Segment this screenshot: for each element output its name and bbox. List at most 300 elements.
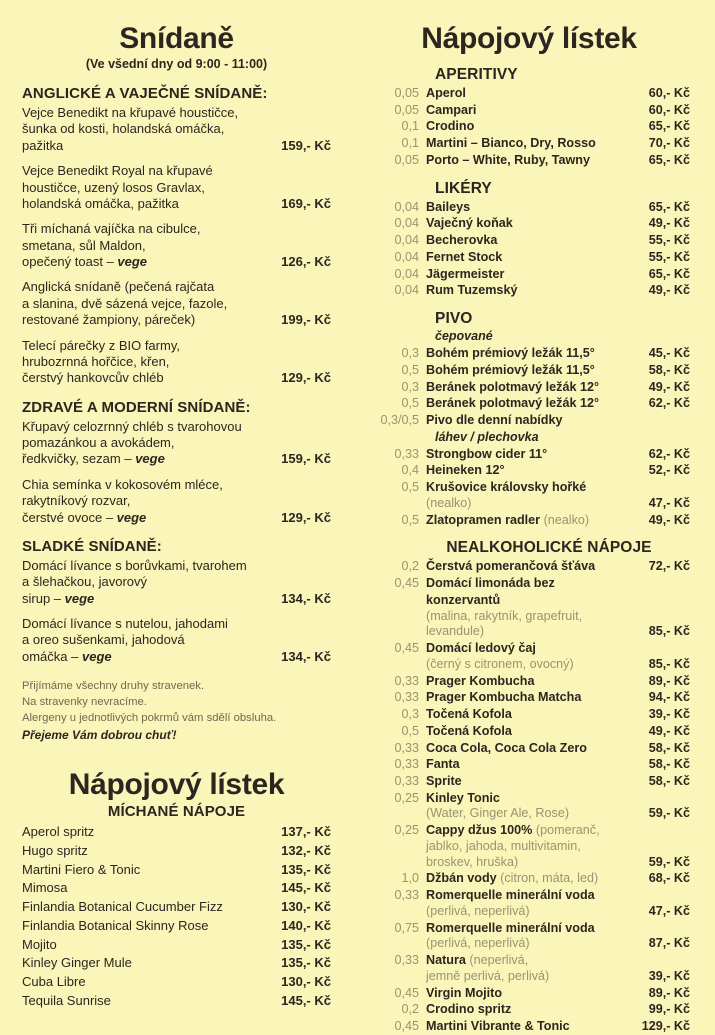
drink-row-continuation bbox=[368, 903, 690, 920]
drink-detail-text: levandule) bbox=[426, 624, 485, 639]
breakfast-hours: (Ve všední dny od 9:00 - 11:00) bbox=[85, 57, 268, 71]
vege-label: vege bbox=[116, 509, 147, 525]
drink-volume: 0,75 bbox=[394, 920, 419, 935]
menu-item-price: 159,- Kč bbox=[281, 451, 331, 467]
menu-item bbox=[22, 221, 331, 270]
drink-row bbox=[368, 135, 690, 152]
drink-price: 62,- Kč bbox=[648, 396, 690, 411]
cocktail-row bbox=[22, 898, 331, 917]
menu-item-name: ředkvičky, sezam – vege bbox=[22, 451, 165, 467]
vege-label: vege bbox=[64, 590, 95, 606]
cocktail-price: 145,- Kč bbox=[281, 880, 331, 896]
drink-row bbox=[368, 1018, 690, 1035]
drink-name: Porto – White, Ruby, Tawny bbox=[426, 152, 590, 167]
drink-name: Crodino bbox=[426, 119, 475, 134]
menu-item-name: a slanina, dvě sázená vejce, fazole, bbox=[22, 295, 228, 311]
drink-name: Vaječný koňak bbox=[426, 216, 513, 231]
cocktail-price: 137,- Kč bbox=[281, 824, 331, 840]
menu-item-name: Telecí párečky z BIO farmy, bbox=[22, 337, 180, 353]
menu-item-name: Tři míchaná vajíčka na cibulce, bbox=[22, 221, 201, 237]
cocktail-price: 145,- Kč bbox=[281, 992, 331, 1008]
drink-name-detail bbox=[426, 805, 628, 822]
menu-item-name: pomazánkou a avokádem, bbox=[22, 435, 175, 450]
drink-volume: 0,3 bbox=[401, 707, 419, 722]
drink-price: 59,- Kč bbox=[648, 854, 690, 869]
menu-item-name: čerstvý hankovcův chléb bbox=[22, 370, 164, 386]
drink-row bbox=[368, 479, 690, 496]
drink-volume: 0,5 bbox=[401, 480, 419, 495]
bon-appetit-note: Přejeme Vám dobrou chuť! bbox=[22, 728, 177, 743]
menu-item-line bbox=[22, 338, 331, 354]
drink-name: Zlatopramen radler (nealko) bbox=[426, 512, 590, 527]
menu-item-line bbox=[22, 238, 331, 254]
cocktail-price: 135,- Kč bbox=[281, 955, 331, 971]
menu-item bbox=[22, 163, 331, 212]
drink-price: 65,- Kč bbox=[648, 266, 690, 281]
menu-item-name: rakytníkový rozvar, bbox=[22, 493, 131, 509]
drink-detail-text: (nealko) bbox=[426, 495, 472, 510]
menu-item-name: Anglická snídaně (pečená rajčata bbox=[22, 279, 215, 295]
menu-item bbox=[22, 105, 331, 154]
drink-detail-text: (perlivá, neperlivá) bbox=[426, 936, 530, 951]
drink-row bbox=[368, 282, 690, 299]
menu-item-line bbox=[22, 254, 331, 270]
menu-item-name: Křupavý celozrnný chléb s tvarohovou bbox=[22, 418, 242, 434]
menu-item-line bbox=[22, 105, 331, 121]
menu-item-line bbox=[22, 477, 331, 493]
drink-price: 52,- Kč bbox=[648, 463, 690, 478]
menu-item-line bbox=[22, 419, 331, 435]
drink-volume: 0,5 bbox=[401, 512, 419, 527]
drink-name-detail bbox=[426, 656, 628, 673]
cocktail-price: 135,- Kč bbox=[281, 861, 331, 877]
section-heading: LIKÉRY bbox=[435, 179, 492, 197]
menu-item-name: smetana, sůl Maldon, bbox=[22, 237, 146, 253]
drink-row bbox=[368, 249, 690, 266]
drink-volume: 0,05 bbox=[394, 102, 419, 117]
drink-volume: 0,25 bbox=[394, 790, 419, 805]
drink-name-detail bbox=[426, 854, 628, 871]
drink-price: 47,- Kč bbox=[648, 495, 690, 510]
drink-volume: 0,33 bbox=[394, 757, 419, 772]
menu-item bbox=[22, 477, 331, 526]
menu-item-line bbox=[22, 574, 331, 590]
menu-item bbox=[22, 558, 331, 607]
drink-price: 85,- Kč bbox=[648, 624, 690, 639]
section-subheading: čepované bbox=[435, 329, 493, 344]
drink-detail-text: (malina, rakytník, grapefruit, bbox=[426, 608, 583, 623]
drink-volume: 0,45 bbox=[394, 985, 419, 1000]
menu-item-line bbox=[22, 312, 331, 328]
drink-row bbox=[368, 689, 690, 706]
breakfast-sections bbox=[22, 85, 331, 665]
drink-row bbox=[368, 345, 690, 362]
drink-name: Virgin Mojito bbox=[426, 985, 503, 1000]
cocktail-name: Mimosa bbox=[22, 880, 68, 896]
menu-item bbox=[22, 279, 331, 328]
drink-row bbox=[368, 985, 690, 1002]
drink-row bbox=[368, 379, 690, 396]
drink-row bbox=[368, 85, 690, 102]
drink-row bbox=[368, 822, 690, 839]
drink-volume: 0,05 bbox=[394, 152, 419, 167]
drink-price: 55,- Kč bbox=[648, 249, 690, 264]
drink-name: Bohém prémiový ležák 11,5° bbox=[426, 362, 595, 377]
menu-item-price: 169,- Kč bbox=[281, 195, 331, 211]
menu-item-line bbox=[22, 354, 331, 370]
cocktail-row bbox=[22, 823, 331, 842]
drink-row bbox=[368, 790, 690, 807]
drink-volume: 0,25 bbox=[394, 823, 419, 838]
drink-row-continuation bbox=[368, 656, 690, 673]
drink-name: Martini – Bianco, Dry, Rosso bbox=[426, 136, 596, 151]
drink-price: 87,- Kč bbox=[648, 936, 690, 951]
drink-row bbox=[368, 706, 690, 723]
section-heading: NEALKOHOLICKÉ NÁPOJE bbox=[446, 539, 652, 557]
menu-item-name: omáčka – vege bbox=[22, 648, 112, 664]
menu-item bbox=[22, 616, 331, 665]
menu-item-line bbox=[22, 296, 331, 312]
drink-name: Točená Kofola bbox=[426, 707, 512, 722]
menu-item-price: 199,- Kč bbox=[281, 312, 331, 328]
drink-volume: 0,04 bbox=[394, 266, 419, 281]
drink-name-detail: (citron, máta, led) bbox=[496, 871, 599, 886]
drink-price: 58,- Kč bbox=[648, 362, 690, 377]
cocktail-name: Cuba Libre bbox=[22, 974, 86, 989]
drink-name: Domácí limonáda bez konzervantů bbox=[426, 576, 555, 607]
drink-volume: 0,2 bbox=[401, 1002, 419, 1017]
drink-row bbox=[368, 1001, 690, 1018]
vege-label: vege bbox=[135, 451, 165, 467]
menu-item-line bbox=[22, 493, 331, 509]
menu-item bbox=[22, 338, 331, 387]
cocktail-price: 132,- Kč bbox=[281, 842, 331, 858]
drink-volume: 0,45 bbox=[394, 641, 419, 656]
drink-name-detail: (pomeranč, bbox=[532, 823, 600, 838]
drink-detail-text: jemně perlivá, perlivá) bbox=[426, 968, 550, 983]
drink-name: Domácí ledový čaj bbox=[426, 641, 536, 656]
menu-item-line bbox=[22, 370, 331, 386]
right-column bbox=[360, 0, 715, 1033]
cocktail-row bbox=[22, 954, 331, 973]
drink-volume: 0,05 bbox=[394, 86, 419, 100]
menu-item-price: 126,- Kč bbox=[281, 254, 331, 269]
drink-price: 55,- Kč bbox=[648, 233, 690, 248]
cocktail-row bbox=[22, 879, 331, 898]
drink-detail-text: broskev, hruška) bbox=[426, 854, 519, 869]
drink-name-detail bbox=[426, 935, 628, 952]
drink-name: Cappy džus 100% (pomeranč, bbox=[426, 823, 600, 838]
drink-row-continuation bbox=[368, 495, 690, 512]
drink-row bbox=[368, 920, 690, 937]
drink-volume: 0,33 bbox=[394, 888, 419, 903]
drink-volume: 0,33 bbox=[394, 740, 419, 755]
cocktail-name: Tequila Sunrise bbox=[22, 992, 111, 1008]
menu-item-name: holandská omáčka, pažitka bbox=[22, 195, 179, 211]
drink-name: Natura (neperlivá, bbox=[426, 953, 529, 968]
drink-volume: 0,04 bbox=[394, 199, 419, 214]
drink-name: Romerquelle minerální voda bbox=[426, 920, 595, 935]
drink-name: Coca Cola, Coca Cola Zero bbox=[426, 740, 587, 755]
cocktail-name: Aperol spritz bbox=[22, 824, 95, 840]
menu-item-line bbox=[22, 451, 331, 467]
footer-note: Na stravenky nevracíme. bbox=[22, 696, 147, 709]
menu-item-line bbox=[22, 180, 331, 196]
drink-price: 47,- Kč bbox=[648, 903, 690, 918]
drink-name: Kinley Tonic bbox=[426, 790, 500, 805]
drink-price: 72,- Kč bbox=[648, 559, 690, 574]
drink-row bbox=[368, 232, 690, 249]
drink-name: Džbán vody (citron, máta, led) bbox=[426, 871, 599, 886]
drink-row bbox=[368, 723, 690, 740]
cocktail-row bbox=[22, 992, 331, 1011]
drink-row-continuation bbox=[368, 805, 690, 822]
drink-row bbox=[368, 673, 690, 690]
drink-row bbox=[368, 118, 690, 135]
cocktail-row bbox=[22, 973, 331, 992]
menu-item-name: šunka od kosti, holandská omáčka, bbox=[22, 121, 225, 137]
menu-item-name: pažitka bbox=[22, 137, 64, 153]
drink-name: Aperol bbox=[426, 86, 466, 100]
drink-name: Fanta bbox=[426, 757, 460, 772]
drink-name: Campari bbox=[426, 102, 477, 117]
drink-name: Prager Kombucha Matcha bbox=[426, 690, 582, 705]
drink-detail-text: (Water, Ginger Ale, Rose) bbox=[426, 806, 570, 821]
drink-name-detail: (nealko) bbox=[540, 512, 590, 527]
section-heading: SLADKÉ SNÍDANĚ: bbox=[22, 537, 162, 555]
section-heading: ZDRAVÉ A MODERNÍ SNÍDANĚ: bbox=[22, 398, 251, 416]
drink-detail-text: jablko, jahoda, multivitamin, bbox=[426, 838, 581, 853]
menu-item-name: Vejce Benedikt na křupavé houstičce, bbox=[22, 105, 239, 120]
drink-volume: 0,3/0,5 bbox=[380, 413, 419, 428]
drink-volume: 0,04 bbox=[394, 216, 419, 231]
drink-price: 58,- Kč bbox=[648, 773, 690, 788]
menu-item-line bbox=[22, 221, 331, 237]
drink-price: 89,- Kč bbox=[648, 985, 690, 1000]
drink-volume: 0,45 bbox=[394, 1018, 419, 1033]
menu-item-name: opečený toast – vege bbox=[22, 254, 148, 269]
drink-row bbox=[368, 266, 690, 283]
cocktails-heading: MÍCHANÉ NÁPOJE bbox=[107, 803, 246, 821]
footer-note: Alergeny u jednotlivých pokrmů vám sdělí obsluha. bbox=[22, 712, 277, 725]
drink-name: Bohém prémiový ležák 11,5° bbox=[426, 346, 595, 361]
menu-item-name: a šlehačkou, javorový bbox=[22, 574, 148, 590]
menu-item-name: Chia semínka v kokosovém mléce, bbox=[22, 476, 223, 492]
drink-volume: 1,0 bbox=[401, 871, 419, 886]
drink-sections bbox=[368, 66, 690, 1035]
drink-name: Jägermeister bbox=[426, 266, 505, 281]
drink-price: 49,- Kč bbox=[648, 723, 690, 738]
menu-item-name: sirup – vege bbox=[22, 590, 95, 606]
drink-volume: 0,4 bbox=[401, 463, 419, 478]
menu-item-price: 159,- Kč bbox=[281, 137, 331, 153]
menu-item-name: Domácí lívance s borůvkami, tvarohem bbox=[22, 557, 247, 573]
drink-volume: 0,33 bbox=[394, 773, 419, 788]
drink-row bbox=[368, 740, 690, 757]
drink-row bbox=[368, 102, 690, 119]
drink-name: Romerquelle minerální voda bbox=[426, 888, 595, 903]
menu-item-line bbox=[22, 138, 331, 154]
menu-item-name: restované žampiony, páreček) bbox=[22, 312, 196, 328]
cocktail-name: Martini Fiero & Tonic bbox=[22, 861, 141, 877]
drink-name: Martini Vibrante & Tonic bbox=[426, 1018, 570, 1033]
drink-name: Becherovka bbox=[426, 233, 498, 248]
drink-name: Točená Kofola bbox=[426, 723, 512, 738]
menu-item-line bbox=[22, 558, 331, 574]
drink-name: Beránek polotmavý ležák 12° bbox=[426, 396, 600, 411]
drink-volume: 0,45 bbox=[394, 576, 419, 591]
drink-volume: 0,5 bbox=[401, 723, 419, 738]
cocktail-price: 130,- Kč bbox=[281, 899, 331, 915]
drink-row bbox=[368, 887, 690, 904]
drink-row bbox=[368, 773, 690, 790]
menu-item-name: houstičce, uzený losos Gravlax, bbox=[22, 179, 205, 195]
cocktail-price: 135,- Kč bbox=[281, 936, 331, 952]
cocktail-name: Mojito bbox=[22, 936, 57, 952]
drink-name-detail bbox=[426, 623, 628, 640]
menu-item-name: čerstvé ovoce – vege bbox=[22, 509, 147, 525]
drink-volume: 0,33 bbox=[394, 690, 419, 705]
menu-item-name: Domácí lívance s nutelou, jahodami bbox=[22, 616, 228, 631]
drink-row bbox=[368, 462, 690, 479]
drink-name: Baileys bbox=[426, 199, 471, 214]
drink-price: 60,- Kč bbox=[648, 86, 690, 100]
drink-price: 60,- Kč bbox=[648, 102, 690, 117]
cocktail-name: Hugo spritz bbox=[22, 842, 88, 858]
drink-price: 62,- Kč bbox=[648, 446, 690, 461]
cocktails-list bbox=[22, 823, 331, 1010]
footer-note: Přijímáme všechny druhy stravenek. bbox=[22, 680, 205, 693]
menu-item-line bbox=[22, 510, 331, 526]
drink-row-continuation bbox=[368, 935, 690, 952]
drink-row bbox=[368, 558, 690, 575]
drink-price: 89,- Kč bbox=[648, 673, 690, 688]
menu-item-line bbox=[22, 616, 331, 632]
footer-notes bbox=[22, 678, 331, 744]
drink-volume: 0,1 bbox=[401, 119, 419, 134]
drink-price: 94,- Kč bbox=[648, 690, 690, 705]
cocktail-row bbox=[22, 917, 331, 936]
drink-row bbox=[368, 446, 690, 463]
drink-volume: 0,3 bbox=[401, 346, 419, 361]
drink-price: 65,- Kč bbox=[648, 152, 690, 167]
section-subheading: láhev / plechovka bbox=[435, 429, 539, 444]
drinks-title-right: Nápojový lístek bbox=[421, 22, 637, 55]
drink-volume: 0,33 bbox=[394, 446, 419, 461]
menu-item-line bbox=[22, 649, 331, 665]
menu-item-price: 134,- Kč bbox=[281, 648, 331, 664]
menu-item-price: 129,- Kč bbox=[281, 509, 331, 525]
drink-name: Sprite bbox=[426, 773, 462, 788]
cocktail-name: Finlandia Botanical Skinny Rose bbox=[22, 917, 209, 933]
menu-item-name: Vejce Benedikt Royal na křupavé bbox=[22, 163, 213, 179]
drink-row bbox=[368, 362, 690, 379]
cocktail-row bbox=[22, 842, 331, 861]
menu-item-line bbox=[22, 121, 331, 137]
drink-volume: 0,04 bbox=[394, 283, 419, 298]
menu-item-name: hrubozrnná hořčice, křen, bbox=[22, 353, 170, 369]
menu-item-line bbox=[22, 279, 331, 295]
drink-row-continuation bbox=[368, 838, 690, 855]
drink-name: Crodino spritz bbox=[426, 1002, 512, 1017]
drink-price: 49,- Kč bbox=[648, 216, 690, 231]
section-heading: APERITIVY bbox=[435, 66, 518, 83]
drink-name-detail bbox=[426, 608, 628, 625]
cocktail-row bbox=[22, 936, 331, 955]
cocktail-row bbox=[22, 861, 331, 880]
drink-row-continuation bbox=[368, 968, 690, 985]
drink-price: 65,- Kč bbox=[648, 119, 690, 134]
menu-item-line bbox=[22, 163, 331, 179]
drink-name: Pivo dle denní nabídky bbox=[426, 413, 563, 428]
menu-item-line bbox=[22, 435, 331, 451]
drink-volume: 0,5 bbox=[401, 362, 419, 377]
cocktail-name: Kinley Ginger Mule bbox=[22, 955, 132, 971]
section-heading: PIVO bbox=[435, 310, 473, 328]
drink-name: Krušovice královsky hořké bbox=[426, 480, 587, 495]
drink-price: 49,- Kč bbox=[648, 379, 690, 394]
drink-volume: 0,3 bbox=[401, 379, 419, 394]
drink-price: 129,- Kč bbox=[641, 1018, 690, 1033]
cocktail-name: Finlandia Botanical Cucumber Fizz bbox=[22, 899, 223, 915]
drink-volume: 0,1 bbox=[401, 136, 419, 151]
drink-row bbox=[368, 952, 690, 969]
drink-detail-text: (perlivá, neperlivá) bbox=[426, 903, 530, 918]
menu-item-price: 129,- Kč bbox=[281, 370, 331, 386]
drink-row bbox=[368, 870, 690, 887]
drink-price: 39,- Kč bbox=[648, 707, 690, 722]
drink-row bbox=[368, 412, 690, 429]
drink-volume: 0,33 bbox=[394, 953, 419, 968]
drink-name-detail bbox=[426, 838, 628, 855]
drink-name: Čerstvá pomerančová šťáva bbox=[426, 559, 596, 574]
menu-item bbox=[22, 419, 331, 468]
drink-row bbox=[368, 215, 690, 232]
drink-row-continuation bbox=[368, 608, 690, 625]
drink-name: Rum Tuzemský bbox=[426, 283, 518, 298]
drink-price: 68,- Kč bbox=[648, 871, 690, 886]
drink-row bbox=[368, 640, 690, 657]
drink-price: 59,- Kč bbox=[648, 806, 690, 821]
drink-detail-text: (černý s citronem, ovocný) bbox=[426, 656, 574, 671]
drink-volume: 0,04 bbox=[394, 249, 419, 264]
vege-label: vege bbox=[81, 648, 112, 664]
drink-name-detail bbox=[426, 495, 628, 512]
vege-label: vege bbox=[117, 254, 148, 269]
menu-item-line bbox=[22, 591, 331, 607]
drinks-title-left: Nápojový lístek bbox=[68, 768, 285, 802]
menu-item-line bbox=[22, 196, 331, 212]
drink-price: 58,- Kč bbox=[648, 757, 690, 772]
cocktail-price: 130,- Kč bbox=[281, 974, 331, 989]
drink-row bbox=[368, 756, 690, 773]
drink-price: 99,- Kč bbox=[648, 1002, 690, 1017]
drink-name-detail: (neperlivá, bbox=[465, 953, 529, 968]
drink-volume: 0,33 bbox=[394, 673, 419, 688]
drink-price: 49,- Kč bbox=[648, 283, 690, 298]
drink-row-continuation bbox=[368, 623, 690, 640]
drink-price: 65,- Kč bbox=[648, 199, 690, 214]
drink-price: 85,- Kč bbox=[648, 656, 690, 671]
drink-volume: 0,2 bbox=[401, 559, 419, 574]
drink-price: 58,- Kč bbox=[648, 740, 690, 755]
drink-name-detail bbox=[426, 968, 628, 985]
drink-name-detail bbox=[426, 903, 628, 920]
drink-row bbox=[368, 575, 690, 608]
drink-price: 45,- Kč bbox=[648, 346, 690, 361]
menu-item-line bbox=[22, 632, 331, 648]
page-title: Snídaně bbox=[119, 22, 234, 55]
